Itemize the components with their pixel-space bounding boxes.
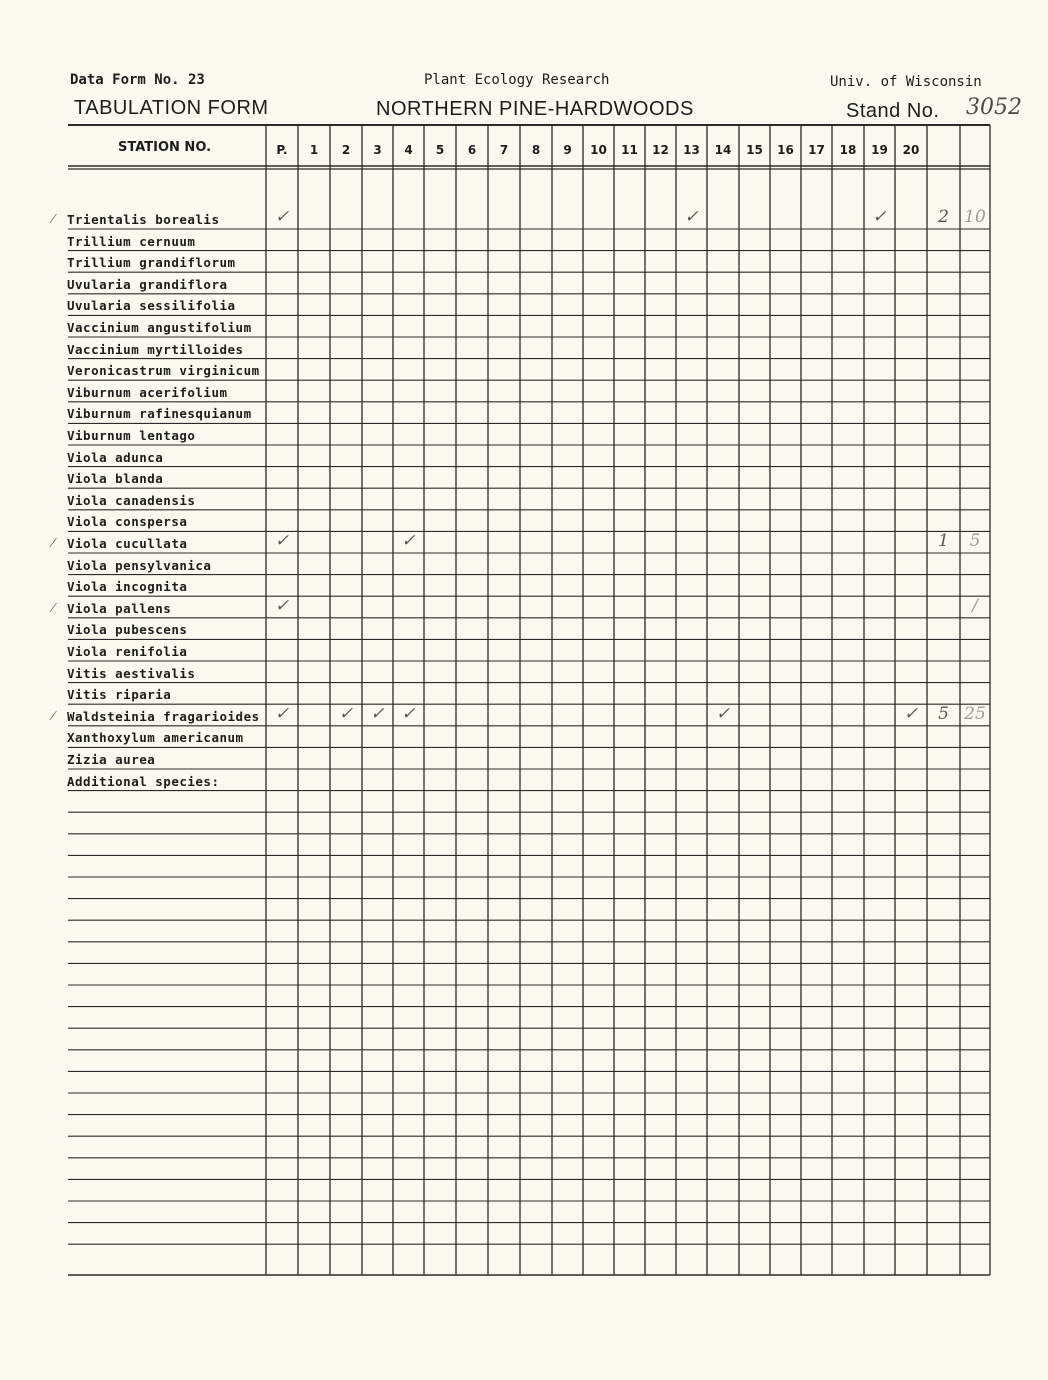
column-header: P. <box>276 143 288 157</box>
station-no-header: STATION NO. <box>118 140 212 155</box>
species-name: Vaccinium angustifolium <box>67 320 252 335</box>
column-header: 4 <box>404 143 413 157</box>
column-header: 8 <box>531 143 541 157</box>
station-check-mark: ✓ <box>401 703 416 724</box>
lab-name: Plant Ecology Research <box>424 72 610 88</box>
column-header: 18 <box>839 143 857 157</box>
station-check-mark: ✓ <box>684 207 699 227</box>
column-header: 11 <box>621 143 638 157</box>
frequency-count: 2 <box>938 207 949 227</box>
stand-number-handwritten: 3052 <box>966 95 1022 120</box>
station-check-mark: ✓ <box>903 703 919 724</box>
column-header: 13 <box>683 143 700 157</box>
species-name: Viburnum lentago <box>67 428 196 443</box>
station-check-mark: ✓ <box>274 703 290 724</box>
column-header: 5 <box>435 143 445 157</box>
species-name: Waldsteinia fragarioides <box>67 708 260 724</box>
selected-tick-mark: ⁄ <box>52 211 55 227</box>
column-header: 17 <box>808 143 825 157</box>
species-name: Viburnum acerifolium <box>67 384 228 400</box>
forest-type-title: NORTHERN PINE-HARDWOODS <box>376 98 694 120</box>
column-header: 7 <box>499 143 509 157</box>
species-name: Viola incognita <box>67 579 188 595</box>
column-header: 16 <box>777 143 794 157</box>
station-check-mark: ✓ <box>274 207 290 227</box>
station-check-mark: ✓ <box>401 531 416 551</box>
station-check-mark: ✓ <box>274 595 290 616</box>
species-name: Uvularia sessilifolia <box>67 298 236 314</box>
species-name: Uvularia grandiflora <box>67 276 228 292</box>
column-header: 3 <box>373 143 382 157</box>
stand-label: Stand No. <box>846 100 940 122</box>
species-name: Viola pallens <box>67 600 172 616</box>
species-name: Viola renifolia <box>67 644 188 659</box>
selected-tick-mark: ⁄ <box>52 535 55 551</box>
column-header: 2 <box>341 143 351 157</box>
species-name: Viburnum rafinesquianum <box>67 406 252 422</box>
species-name: Viola pensylvanica <box>67 557 212 573</box>
column-header: 12 <box>652 143 669 157</box>
frequency-percent: 5 <box>969 531 981 551</box>
species-name: Trillium grandiflorum <box>67 255 236 271</box>
university: Univ. of Wisconsin <box>830 74 982 90</box>
column-header: 20 <box>902 143 920 157</box>
species-name: Vitis riparia <box>67 687 172 703</box>
species-name: Xanthoxylum americanum <box>67 730 244 746</box>
species-name: Trillium cernuum <box>67 233 196 249</box>
station-check-mark: ✓ <box>370 703 385 724</box>
species-name: Viola conspersa <box>67 514 188 530</box>
species-name: Vaccinium myrtilloides <box>67 341 244 357</box>
species-name: Viola pubescens <box>67 622 188 638</box>
station-check-mark: ✓ <box>274 531 290 551</box>
species-name: Trientalis borealis <box>67 212 220 227</box>
column-header: 1 <box>309 143 319 157</box>
species-name: Viola canadensis <box>67 492 196 508</box>
column-header: 15 <box>746 143 763 157</box>
form-number: Data Form No. 23 <box>70 72 205 88</box>
station-check-mark: ✓ <box>872 207 887 227</box>
frequency-count: 5 <box>938 703 949 724</box>
column-header: 6 <box>467 143 477 157</box>
species-name: Viola blanda <box>67 471 164 487</box>
form-title: TABULATION FORM <box>74 97 269 119</box>
column-header: 10 <box>590 143 607 157</box>
species-name: Veronicastrum virginicum <box>67 363 260 379</box>
column-header: 14 <box>714 143 732 157</box>
species-name: Viola adunca <box>67 449 164 465</box>
species-name: Vitis aestivalis <box>67 665 196 681</box>
station-check-mark: ✓ <box>338 703 354 724</box>
frequency-count: 1 <box>938 531 949 551</box>
station-check-mark: ✓ <box>715 703 731 724</box>
column-header: 9 <box>563 143 572 157</box>
species-name: Zizia aurea <box>67 752 156 767</box>
species-name: Viola cucullata <box>67 536 188 551</box>
selected-tick-mark: ⁄ <box>52 599 55 616</box>
selected-tick-mark: ⁄ <box>52 707 55 724</box>
frequency-percent: 10 <box>964 207 986 227</box>
frequency-percent: 25 <box>964 703 986 724</box>
frequency-percent: / <box>972 595 978 616</box>
column-header: 19 <box>871 143 888 157</box>
species-name: Additional species: <box>67 773 220 789</box>
